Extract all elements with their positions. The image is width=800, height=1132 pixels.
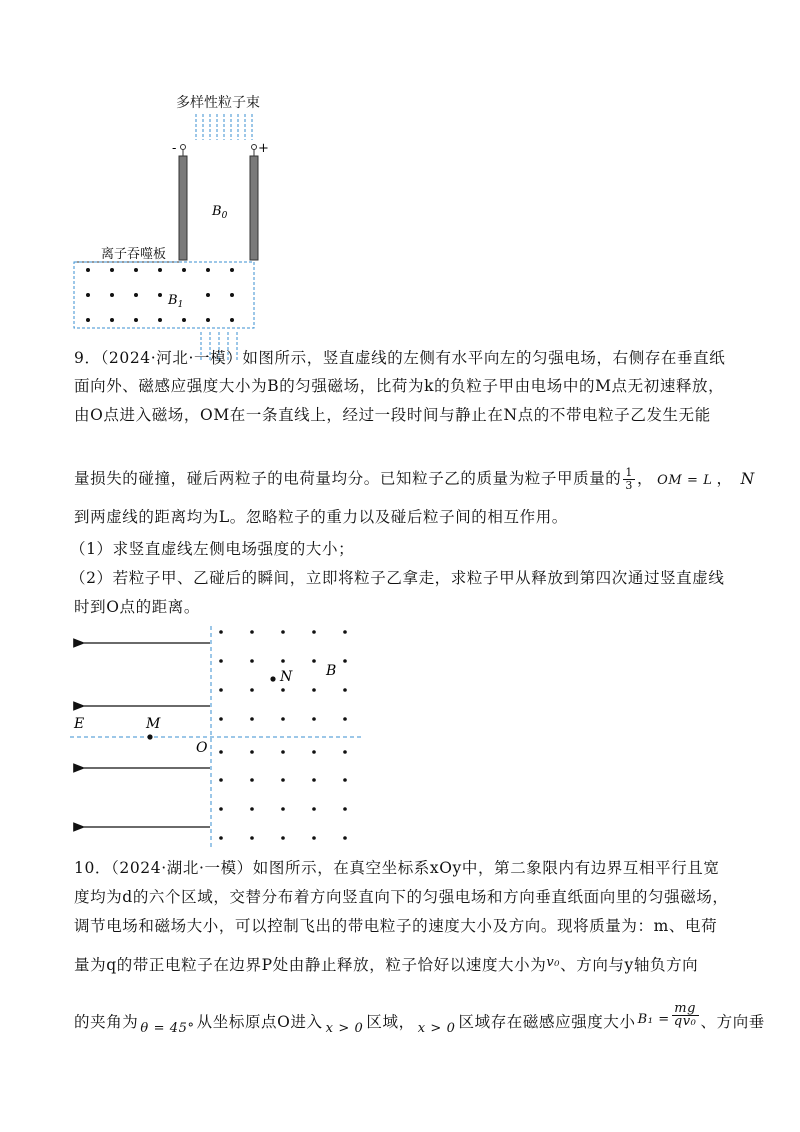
label-n: N (280, 669, 293, 685)
figure-1-diagram (60, 110, 300, 370)
q9-line-1: 9．（2024·河北·一模）如图所示，竖直虚线的左侧有水平向左的匀强电场，右侧存在垂直纸 (74, 349, 726, 367)
label-m: M (146, 716, 161, 732)
q10-line-5: 的夹角为 $_{\theta = 45^\circ}$ 从坐标原点O进入 $_{x > 0}$ 区域， $_{x > 0}$ 区域存在磁感应强度大小 $^{B_1 =}$ $\frac{mg}{\text{qv₀}}$ 、方向垂 (74, 1001, 765, 1036)
b1-label: $B_1$ (168, 293, 184, 310)
q9-source: （2024·河北·一模） (100, 349, 243, 367)
q9-subquestion-1: （1）求竖直虚线左侧电场强度的大小； (70, 540, 355, 558)
q10-line-2: 度均为d的六个区域，交替分布着方向竖直向下的匀强电场和方向垂直纸面向里的匀强磁场， (74, 888, 729, 906)
q9-line-3: 由O点进入磁场，OM在一条直线上，经过一段时间与静止在N点的不带电粒子乙发生无能 (74, 406, 711, 424)
q9-subquestion-2b: 时到O点的距离。 (74, 598, 201, 616)
minus-sign: - (172, 141, 177, 156)
fraction-one-third: $\frac{1}{3}$ (625, 466, 634, 492)
magnetic-field-dots (219, 630, 347, 840)
figure-2-diagram (66, 624, 366, 852)
q10-source: （2024·湖北·一模） (111, 859, 253, 877)
x-positive-region: x > 0 (325, 1021, 364, 1036)
plate-label: 离子吞噬板 (101, 247, 167, 262)
q9-line-4: 量损失的碰撞，碰后两粒子的电荷量均分。已知粒子乙的质量为粒子甲质量的 $\frac{1}{3}$ ， OM = L ， N (74, 466, 755, 492)
right-plate (250, 156, 258, 260)
b1-equation: B₁ = (637, 1012, 670, 1027)
b1-field-region (74, 262, 254, 328)
q10-line-1: 10．（2024·湖北·一模）如图所示，在真空坐标系xOy中，第二象限内有边界互相平行且宽 (74, 859, 720, 877)
theta-equation: θ = 45° (140, 1021, 195, 1036)
left-terminal (181, 145, 186, 150)
q9-number: 9． (74, 349, 101, 367)
electric-field-arrows (84, 643, 210, 827)
b1-fraction: $\frac{mg}{\text{qv₀}}$ (673, 1001, 697, 1029)
q10-line-3: 调节电场和磁场大小，可以控制飞出的带电粒子的速度大小及方向。现将质量为：m、电荷 (74, 917, 718, 935)
q9-line-2: 面向外、磁感应强度大小为B的匀强磁场，比荷为k的负粒子甲由电场中的M点无初速释放， (74, 377, 725, 395)
q10-line-4: 量为q的带正电粒子在边界P处由静止释放，粒子恰好以速度大小为$^{v_0}$、方向与y轴负方向 (74, 955, 699, 974)
label-e: E (74, 716, 85, 732)
q10-number: 10． (74, 859, 112, 877)
om-equation: OM = L (657, 472, 713, 488)
point-n (270, 676, 275, 681)
point-m (147, 734, 152, 739)
label-o: O (196, 740, 208, 756)
right-terminal (252, 145, 257, 150)
b1-dots (86, 268, 234, 322)
x-positive-region-2: x > 0 (417, 1021, 456, 1036)
q9-line-5: 到两虚线的距离均为L。忽略粒子的重力以及碰后粒子间的相互作用。 (74, 508, 568, 526)
v0-symbol: v₀ (546, 955, 561, 970)
label-b: B (326, 663, 337, 679)
plus-sign: + (258, 141, 269, 156)
b0-label: $B_0$ (212, 204, 228, 221)
beam-label: 多样性粒子束 (176, 95, 260, 111)
left-plate (179, 156, 187, 260)
incoming-beam (196, 114, 252, 140)
q9-subquestion-2a: （2）若粒子甲、乙碰后的瞬间，立即将粒子乙拿走，求粒子甲从释放到第四次通过竖直虚线 (70, 569, 725, 587)
